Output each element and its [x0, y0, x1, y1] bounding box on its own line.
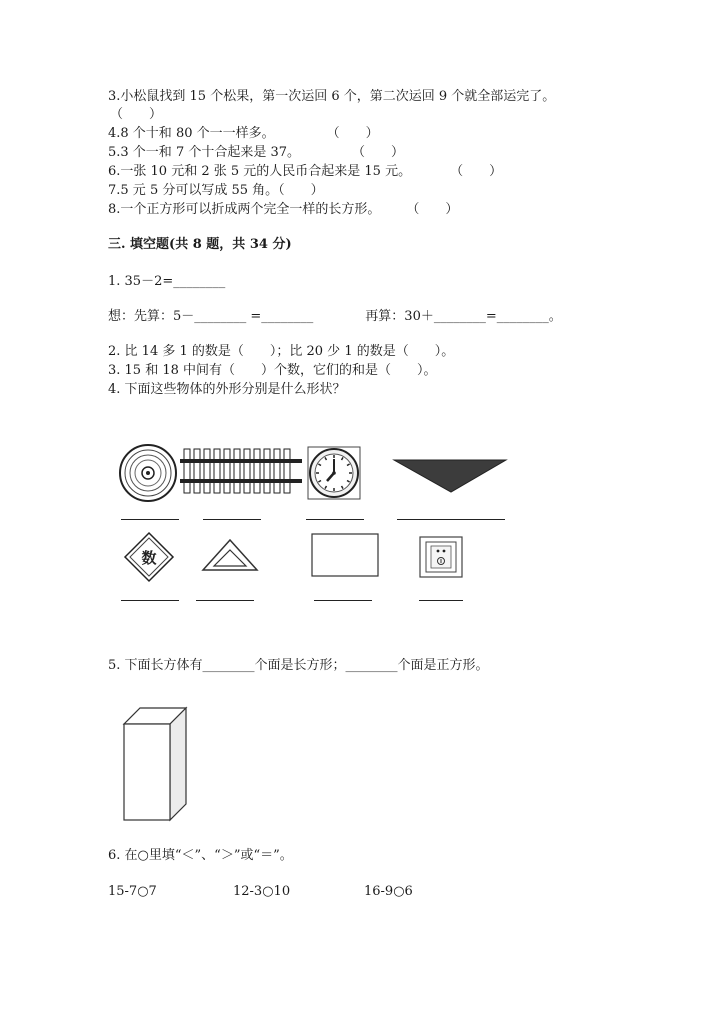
fill-question-3: 3. 15 和 18 中间有（ ）个数，它们的和是（ ）。 [108, 363, 437, 378]
answer-blank-set-square [196, 600, 254, 601]
judge-item-8: 8.一个正方形可以折成两个完全一样的长方形。 （ ） [108, 202, 459, 217]
answer-blank-clock [306, 519, 364, 520]
answer-blank-rectangle [314, 600, 372, 601]
rectangle-icon [311, 533, 379, 577]
fill-question-4: 4. 下面这些物体的外形分别是什么形状？ [108, 382, 346, 397]
answer-blank-disc [121, 519, 179, 520]
fill-question-6: 6. 在○里填“＜”、“＞”或“＝”。 [108, 848, 293, 863]
judge-item-5: 5.3 个一和 7 个十合起来是 37。 （ ） [108, 145, 405, 160]
fill-question-1-hint: 想：先算：5－________ =________ 再算：30＋________=________。 [108, 309, 562, 324]
answer-blank-sign [121, 600, 179, 601]
sign-character: 数 [141, 549, 157, 567]
judge-item-6: 6.一张 10 元和 2 张 5 元的人民币合起来是 15 元。 （ ） [108, 164, 503, 179]
judge-item-3-answer: （ ） [110, 107, 163, 122]
compare-item-3: 16-9○6 [364, 884, 413, 899]
fill-question-5: 5. 下面长方体有________个面是长方形；________个面是正方形。 [108, 658, 489, 673]
railway-track-icon [180, 447, 302, 495]
answer-blank-triangle [397, 519, 505, 520]
compare-item-1: 15-7○7 [108, 884, 157, 899]
compare-item-2: 12-3○10 [233, 884, 291, 899]
judge-item-3: 3.小松鼠找到 15 个松果，第一次运回 6 个，第二次运回 9 个就全部运完了。 [108, 89, 556, 104]
answer-blank-outlet [419, 600, 463, 601]
fill-question-1: 1. 35－2=________ [108, 274, 226, 289]
section-title: 三. 填空题(共 8 题，共 34 分) [108, 237, 292, 252]
cd-disc-icon [118, 443, 182, 503]
set-square-triangle-icon [202, 539, 258, 571]
judge-item-7: 7.5 元 5 分可以写成 55 角。（ ） [108, 183, 324, 198]
inverted-triangle-icon [393, 459, 507, 493]
answer-blank-track [203, 519, 261, 520]
diamond-road-sign-icon [124, 532, 174, 582]
fill-question-2: 2. 比 14 多 1 的数是（ ）；比 20 少 1 的数是（ ）。 [108, 344, 455, 359]
cuboid-icon [122, 706, 188, 822]
judge-item-4: 4.8 个十和 80 个一一样多。 （ ） [108, 126, 379, 141]
clock-icon [307, 446, 361, 500]
power-outlet-icon [419, 536, 463, 578]
